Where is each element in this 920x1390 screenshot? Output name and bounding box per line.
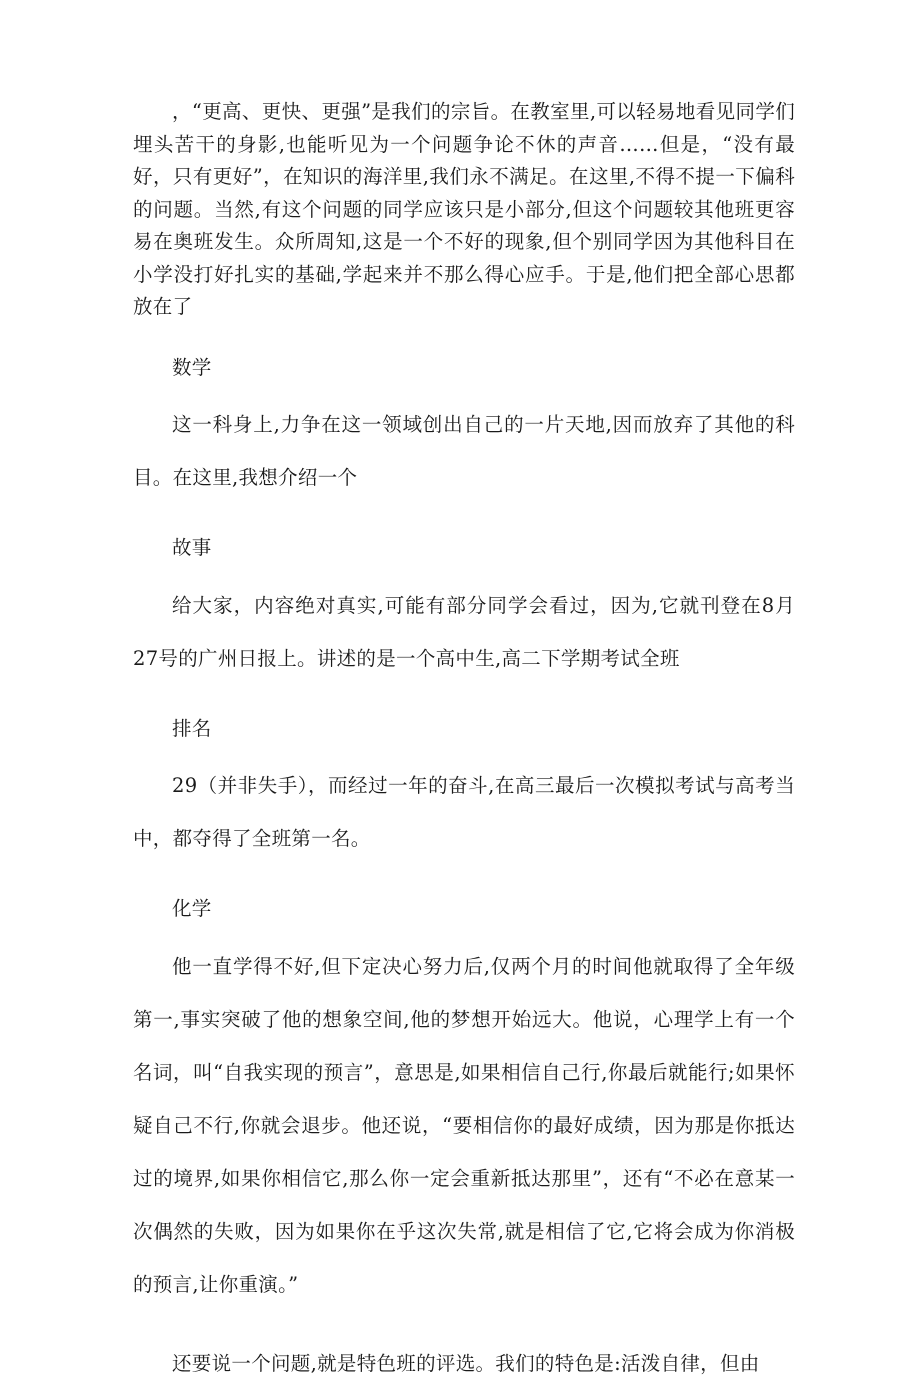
- paragraph-6: 排名: [172, 716, 212, 740]
- paragraph-2: 数学: [172, 355, 212, 379]
- paragraph-1: ，“更高、更快、更强”是我们的宗旨。在教室里,可以轻易地看见同学们埋头苦干的身影,也能听见为一个问题争论不休的声音……但是，“没有最好，只有更好”，在知识的海洋里,我们永不满足。在这里,不得不提一下偏科的问题。当然,有这个问题的同学应该只是小部分,但这个问题较其他班更容易在奥班发生。众所周知,这是一个不好的现象,但个别同学因为其他科目在小学没打好扎实的基础,学起来并不那么得心应手。于是,他们把全部心思都放在了: [133, 100, 795, 318]
- paragraph-9: 他一直学得不好,但下定决心努力后,仅两个月的时间他就取得了全年级第一,事实突破了他的想象空间,他的梦想开始远大。他说，心理学上有一个名词，叫“自我实现的预言”，意思是,如果相信自己行,你最后就能行;如果怀疑自己不行,你就会退步。他还说，“要相信你的最好成绩，因为那是你抵达过的境界,如果你相信它,那么你一定会重新抵达那里”，还有“不必在意某一次偶然的失败，因为如果你在乎这次失常,就是相信了它,它将会成为你消极的预言,让你重演。”: [133, 954, 795, 1296]
- paragraph-8: 化学: [172, 897, 212, 920]
- paragraph-3: 这一科身上,力争在这一领域创出自己的一片天地,因而放弃了其他的科目。在这里,我想介绍一个: [133, 413, 795, 489]
- paragraph-7: 29（并非失手），而经过一年的奋斗,在高三最后一次模拟考试与高考当中，都夺得了全班第一名。: [133, 774, 795, 850]
- paragraph-5: 给大家，内容绝对真实,可能有部分同学会看过，因为,它就刊登在8月27号的广州日报上。讲述的是一个高中生,高二下学期考试全班: [133, 593, 795, 670]
- document-body: [133, 96, 795, 1390]
- paragraph-10: 还要说一个问题,就是特色班的评选。我们的特色是:活泼自律，但由: [172, 1351, 760, 1375]
- paragraph-4: 故事: [172, 536, 212, 559]
